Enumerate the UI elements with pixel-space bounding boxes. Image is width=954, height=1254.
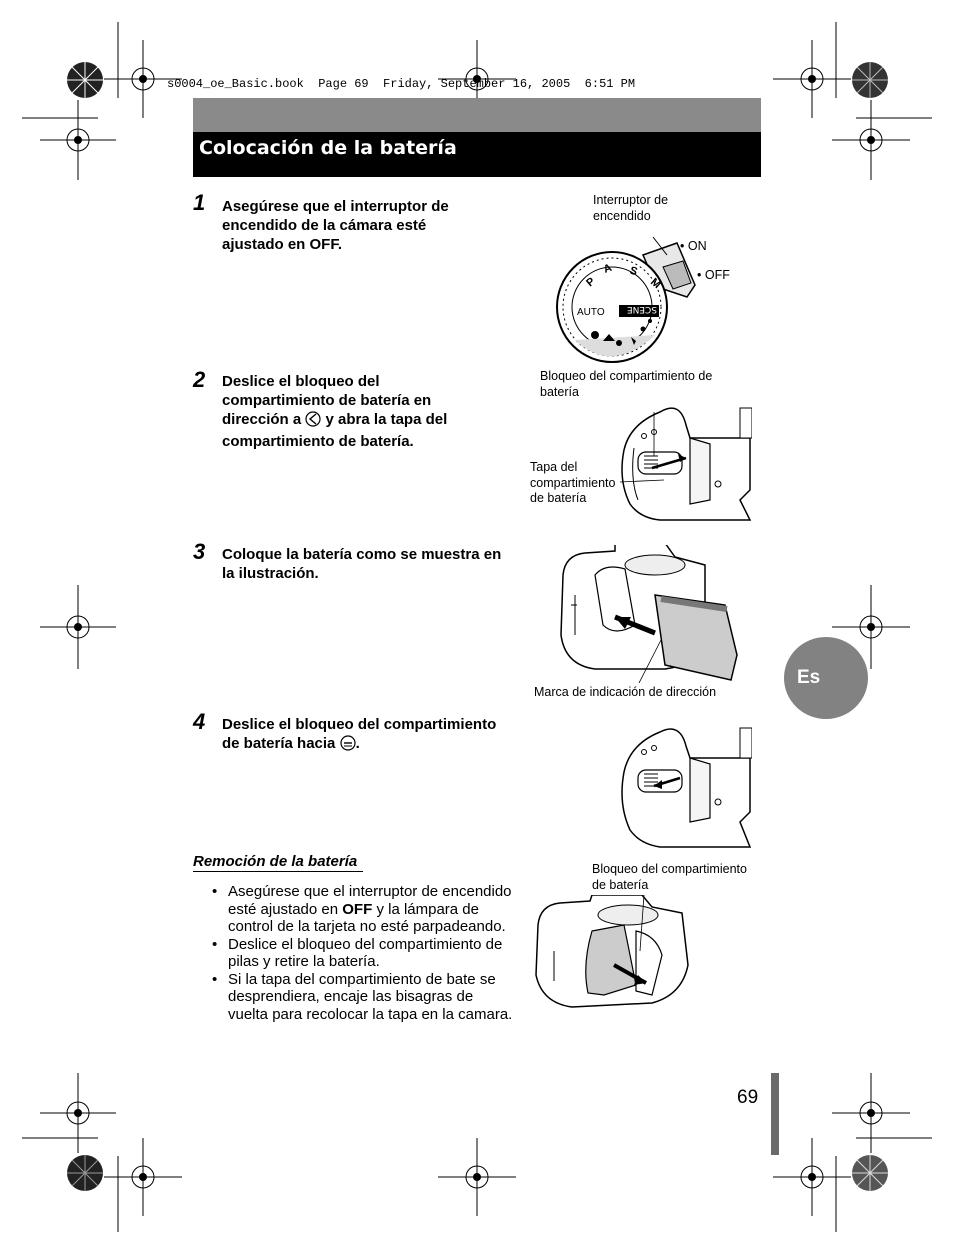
insert-battery-illustration [555, 545, 745, 683]
open-direction-icon [305, 411, 321, 432]
step-number-2: 2 [193, 367, 206, 392]
mode-p-label: P [584, 275, 598, 290]
off-label: • OFF [697, 268, 730, 282]
page-number: 69 [737, 1087, 759, 1108]
language-tab: Es [784, 637, 868, 719]
dial-caption: Interruptor de encendido [593, 193, 669, 223]
section-title: Colocación de la batería [199, 137, 457, 159]
mode-a-label: A [601, 261, 614, 276]
close-lock-illustration [600, 722, 752, 852]
step-1-text: Asegúrese que el interruptor de encendido de la cámara esté ajustado en OFF. [222, 198, 449, 253]
scene-label: SCENE [626, 304, 657, 314]
cover-caption: Tapa del compartimiento de batería [530, 460, 616, 505]
lock-direction-icon [340, 735, 356, 756]
bullet-1-text-after: y la lámpara de control de la tarjeta no esté parpadeando. [228, 900, 506, 935]
removal-bullet-1 [212, 883, 517, 936]
step-2-text-after: y abra la tapa del compartimiento de batería. [222, 411, 448, 450]
print-header: s0004_oe_Basic.book Page 69 Friday, September 16, 2005 6:51 PM [167, 77, 636, 91]
bullet-1-text: Asegúrese que el interruptor de encendido esté ajustado en [228, 883, 512, 918]
mode-s-label: S [627, 264, 639, 279]
starburst-mark-top-left [67, 62, 103, 98]
page-marker-bar [771, 1073, 779, 1155]
step-4-text [222, 715, 517, 756]
removal-heading: Remoción de la batería [193, 853, 363, 872]
step-number-3: 3 [193, 539, 206, 564]
step-4-text-before: Deslice el bloqueo del compartimiento de batería hacia [222, 716, 497, 752]
mode-m-label: M [648, 276, 663, 292]
lock-caption: Bloqueo del compartimiento de batería [540, 369, 713, 399]
starburst-mark-bottom-right [852, 1155, 888, 1191]
direction-mark-caption: Marca de indicación de dirección [534, 685, 717, 699]
open-lock-illustration [600, 400, 752, 526]
step-number-4: 4 [193, 709, 206, 734]
starburst-mark-top-right [852, 62, 888, 98]
title-band [193, 98, 761, 132]
removal-bullet-3: • Si la tapa del compartimiento de bate se desprendiera, encaje las bisagras de vuelta para recolocar la tapa en la camara. [212, 971, 517, 1024]
on-label: • ON [680, 239, 707, 253]
step-number-1: 1 [193, 190, 206, 215]
step-2-text [222, 372, 487, 451]
bullet-1-bold: OFF [342, 900, 373, 918]
auto-label: AUTO [577, 307, 605, 318]
step-4-text-after: . [355, 735, 360, 752]
removal-bullet-2: • Deslice el bloqueo del compartimiento de pilas y retire la batería. [212, 936, 517, 971]
step-3-text: Coloque la batería como se muestra en la ilustración. [222, 546, 502, 582]
removal-bullet-list [212, 883, 517, 1023]
remove-battery-illustration [532, 895, 692, 1013]
mode-dial-illustration [555, 225, 705, 365]
step-2-text-before: Deslice el bloqueo del compartimiento de batería en dirección a [222, 373, 432, 428]
removal-caption: Bloqueo del compartimiento de batería [592, 862, 747, 892]
starburst-mark-bottom-left [67, 1155, 103, 1191]
